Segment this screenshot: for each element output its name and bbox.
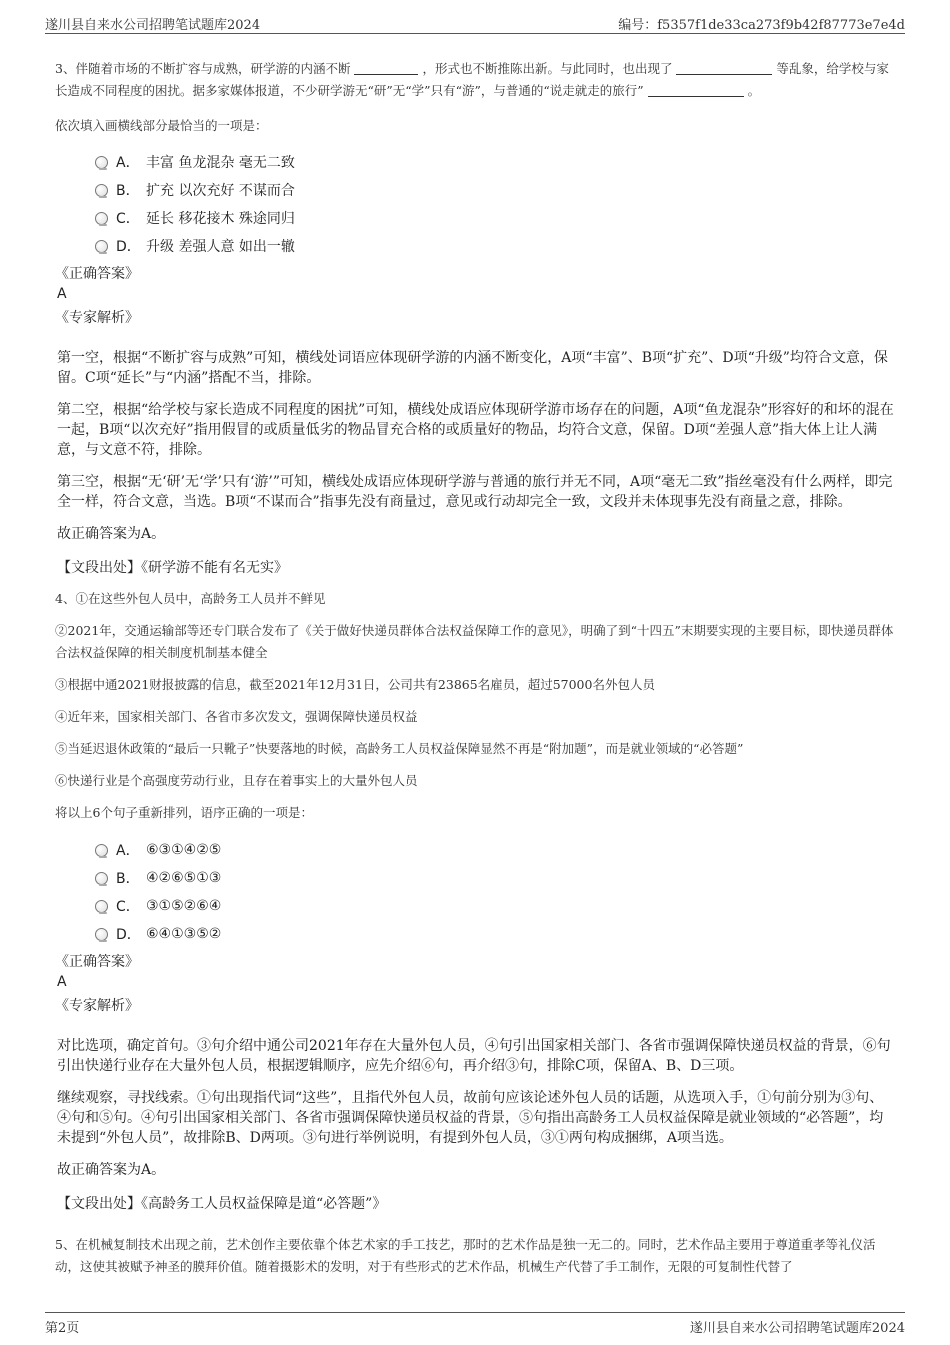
q3-prompt: 依次填入画横线部分最恰当的一项是： [55,118,268,133]
option-text: ③①⑤②⑥④ [146,898,222,914]
radio-icon[interactable] [95,844,108,857]
header-code-label: 编号： [618,18,658,33]
fill-blank-3 [648,83,744,97]
q3-option-c[interactable] [95,204,895,232]
q3-answer: A [57,286,67,302]
option-text: 丰富 鱼龙混杂 毫无二致 [146,155,295,171]
option-text: ⑥③①④②⑤ [146,842,222,858]
footer-page-number: 第2页 [45,1321,80,1336]
option-text: ④②⑥⑤①③ [146,870,222,886]
option-text: 升级 差强人意 如出一辙 [146,239,295,255]
radio-icon[interactable] [95,872,108,885]
q4-option-c[interactable] [95,892,895,920]
q4-analysis-1: 对比选项，确定首句。③句介绍中通公司2021年存在大量外包人员，④句引出国家相关部门、各省市强调保障快递员权益的背景，⑥句引出快递行业存在大量外包人员，根据逻辑顺序，应先介绍⑥句，再介绍③句，排除C项，保留A、B、D三项。 [57,1038,891,1074]
fill-blank-2 [676,61,772,75]
q4-prompt: 将以上6个句子重新排列，语序正确的一项是： [55,805,313,820]
q4-option-d[interactable] [95,920,895,948]
q3-answer-label: 《正确答案》 [55,266,139,282]
radio-icon[interactable] [95,240,108,253]
q4-sentence-6: ⑥快递行业是个高强度劳动行业，且存在着事实上的大量外包人员 [55,773,418,788]
q3-analysis-3: 第三空，根据“无‘研’无‘学’只有‘游’”可知，横线处成语应体现研学游与普通的旅行并无不同，A项“毫无二致”指丝毫没有什么两样，即完全一样，符合文意，当选。B项“不谋而合”指事先没有商量过，意见或行动却完全一致，文段并未体现事先没有商量之意，排除。 [57,474,893,510]
q4-options [95,836,895,948]
q3-text-part1: 3、伴随着市场的不断扩容与成熟，研学游的内涵不断 [55,61,351,76]
q4-source: 【文段出处】《高龄务工人员权益保障是道“必答题”》 [57,1196,387,1212]
question-5-text: 5、在机械复制技术出现之前，艺术创作主要依靠个体艺术家的手工技艺，那时的艺术作品是独一无二的。同时，艺术作品主要用于尊道重孝等礼仪活动，这使其被赋予神圣的膜拜价值。随着摄影术的发明，对于有些形式的艺术作品，机械生产代替了手工制作，无限的可复制性代替了 [55,1237,876,1274]
q3-option-d[interactable] [95,232,895,260]
page-footer [45,1312,905,1336]
q4-sentence-3: ③根据中通2021财报披露的信息，截至2021年12月31日，公司共有23865名雇员，超过57000名外包人员 [55,677,655,692]
q3-text-part3: 等乱象，给学校与家长造成不同程度的困扰。据多家媒体报道，不少研学游无“研”无“学”只有“游”，与普通的“说走就走的旅行” [55,61,889,98]
page-header [45,12,905,34]
option-letter: B． [116,871,140,887]
option-text: 延长 移花接木 殊途同归 [146,211,295,227]
radio-icon[interactable] [95,212,108,225]
q4-option-a[interactable] [95,836,895,864]
q4-sentence-5: ⑤当延迟退休政策的“最后一只靴子”快要落地的时候，高龄务工人员权益保障显然不再是“附加题”，而是就业领域的“必答题” [55,741,744,756]
q3-option-b[interactable] [95,176,895,204]
radio-icon[interactable] [95,900,108,913]
q4-answer-label: 《正确答案》 [55,954,139,970]
q4-sentence-4: ④近年来，国家相关部门、各省市多次发文，强调保障快递员权益 [55,709,418,724]
fill-blank-1 [354,61,418,75]
q3-text-part4: 。 [747,83,761,98]
option-text: 扩充 以次充好 不谋而合 [146,183,295,199]
q3-analysis-4: 故正确答案为A。 [57,526,166,542]
option-letter: A． [116,843,140,859]
q4-analysis-label: 《专家解析》 [55,998,139,1014]
q3-source: 【文段出处】《研学游不能有名无实》 [57,560,288,576]
q3-analysis-2: 第二空，根据“给学校与家长造成不同程度的困扰”可知，横线处成语应体现研学游市场存在的问题，A项“鱼龙混杂”形容好的和坏的混在一起，B项“以次充好”指用假冒的或质量低劣的物品冒充合格的或质量好的物品，均符合文意，保留。D项“差强人意”指大体上让人满意，与文意不符，排除。 [57,402,894,458]
page-content [55,58,895,1278]
q4-sentence-1: 4、①在这些外包人员中，高龄务工人员并不鲜见 [55,591,326,606]
option-letter: D． [116,927,141,943]
q4-analysis-2: 继续观察，寻找线索。①句出现指代词“这些”，且指代外包人员，故前句应该论述外包人员的话题，从选项入手，①句前分别为③句、④句和⑤句。④句引出国家相关部门、各省市强调保障快递员权益的背景，⑤句指出高龄务工人员权益保障是就业领域的“必答题”，均未提到“外包人员”，故排除B、D两项。③句进行举例说明，有提到外包人员，③①两句构成捆绑，A项当选。 [57,1090,884,1146]
footer-title: 遂川县自来水公司招聘笔试题库2024 [689,1321,905,1336]
option-letter: A． [116,155,140,171]
option-letter: C． [116,899,140,915]
radio-icon[interactable] [95,928,108,941]
option-letter: C． [116,211,140,227]
header-title: 遂川县自来水公司招聘笔试题库2024 [45,18,261,33]
header-code [618,14,905,33]
q3-option-a[interactable] [95,148,895,176]
radio-icon[interactable] [95,184,108,197]
q4-option-b[interactable] [95,864,895,892]
q4-answer: A [57,974,67,990]
header-code-value: f5357f1de33ca273f9b42f87773e7e4d [657,18,905,33]
q3-analysis-label: 《专家解析》 [55,310,139,326]
radio-icon[interactable] [95,156,108,169]
option-text: ⑥④①③⑤② [146,926,222,942]
q4-analysis-3: 故正确答案为A。 [57,1162,166,1178]
option-letter: B． [116,183,140,199]
question-3-text [55,58,895,102]
q3-analysis-1: 第一空，根据“不断扩容与成熟”可知，横线处词语应体现研学游的内涵不断变化，A项“丰富”、B项“扩充”、D项“升级”均符合文意，保留。C项“延长”与“内涵”搭配不当，排除。 [57,350,888,386]
option-letter: D． [116,239,141,255]
q4-sentence-2: ②2021年，交通运输部等还专门联合发布了《关于做好快递员群体合法权益保障工作的意见》，明确了到“十四五”末期要实现的主要目标，即快递员群体合法权益保障的相关制度机制基本健全 [55,623,894,660]
q3-text-part2: ，形式也不断推陈出新。与此同时，也出现了 [422,61,673,76]
q3-options [95,148,895,260]
